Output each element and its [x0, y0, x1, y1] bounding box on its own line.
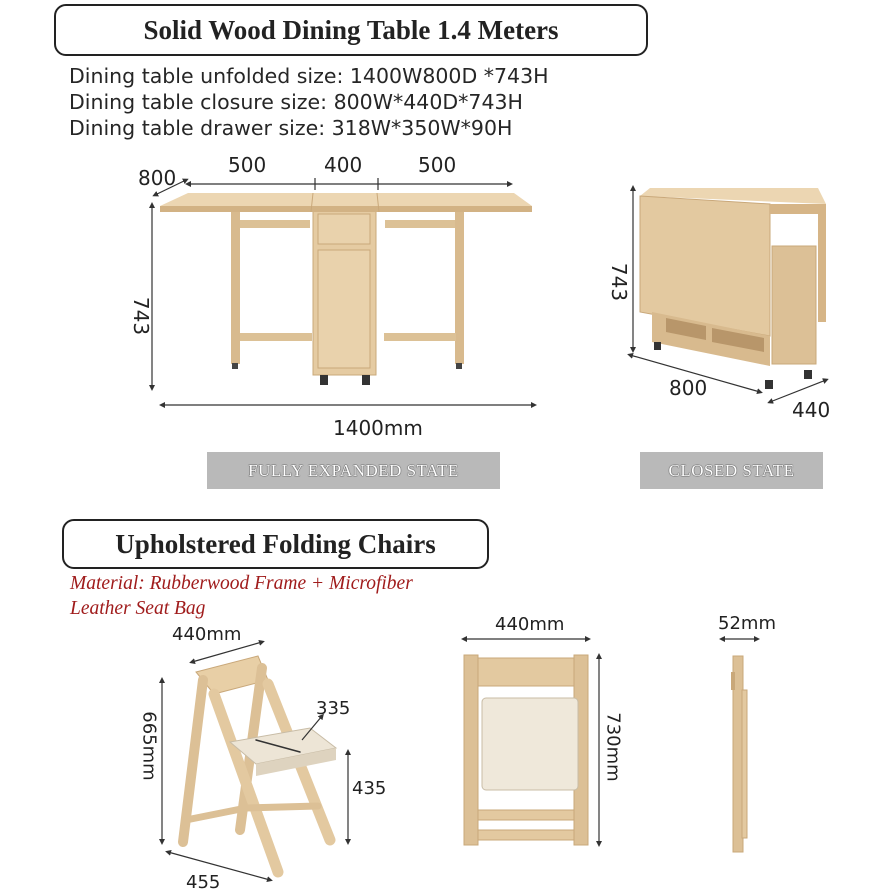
- drawer-size-spec: Dining table drawer size: 318W*350W*90H: [69, 116, 513, 140]
- closed-table-illustration: [640, 188, 826, 389]
- closed-width-label: 800: [669, 376, 708, 400]
- expanded-center-label: 400: [324, 153, 363, 177]
- expanded-state-badge: FULLY EXPANDED STATE: [207, 452, 500, 489]
- chair-side-illustration: [183, 656, 336, 872]
- chair-height-label: 665mm: [138, 711, 160, 781]
- expanded-length-label: 1400mm: [333, 416, 423, 440]
- unfolded-size-spec: Dining table unfolded size: 1400W800D *743H: [69, 64, 549, 88]
- closed-state-badge: CLOSED STATE: [640, 452, 823, 489]
- folded-width-label: 440mm: [495, 614, 565, 635]
- chair-folded-side-illustration: [731, 656, 747, 852]
- chair-folded-front-illustration: [464, 655, 588, 845]
- expanded-leaf-left-label: 500: [228, 153, 267, 177]
- chair-base-label: 455: [186, 872, 221, 893]
- folded-thickness-label: 52mm: [718, 613, 776, 634]
- chair-width-label: 440mm: [172, 624, 242, 645]
- expanded-table-illustration: [160, 193, 532, 385]
- folded-height-label: 730mm: [602, 712, 624, 782]
- closure-size-spec: Dining table closure size: 800W*440D*743H: [69, 90, 523, 114]
- expanded-leaf-right-label: 500: [418, 153, 457, 177]
- expanded-height-label: 743: [129, 296, 154, 336]
- material-line-2: Leather Seat Bag: [70, 598, 206, 619]
- chair-seat-depth-label: 335: [316, 698, 351, 719]
- chairs-title: Upholstered Folding Chairs: [62, 519, 489, 569]
- closed-depth-label: 440: [792, 398, 831, 422]
- closed-height-label: 743: [607, 262, 632, 302]
- table-title: Solid Wood Dining Table 1.4 Meters: [54, 4, 648, 56]
- material-line-1: Material: Rubberwood Frame + Microfiber: [70, 573, 413, 594]
- expanded-depth-label: 800: [138, 166, 177, 190]
- chair-seat-height-label: 435: [352, 778, 387, 799]
